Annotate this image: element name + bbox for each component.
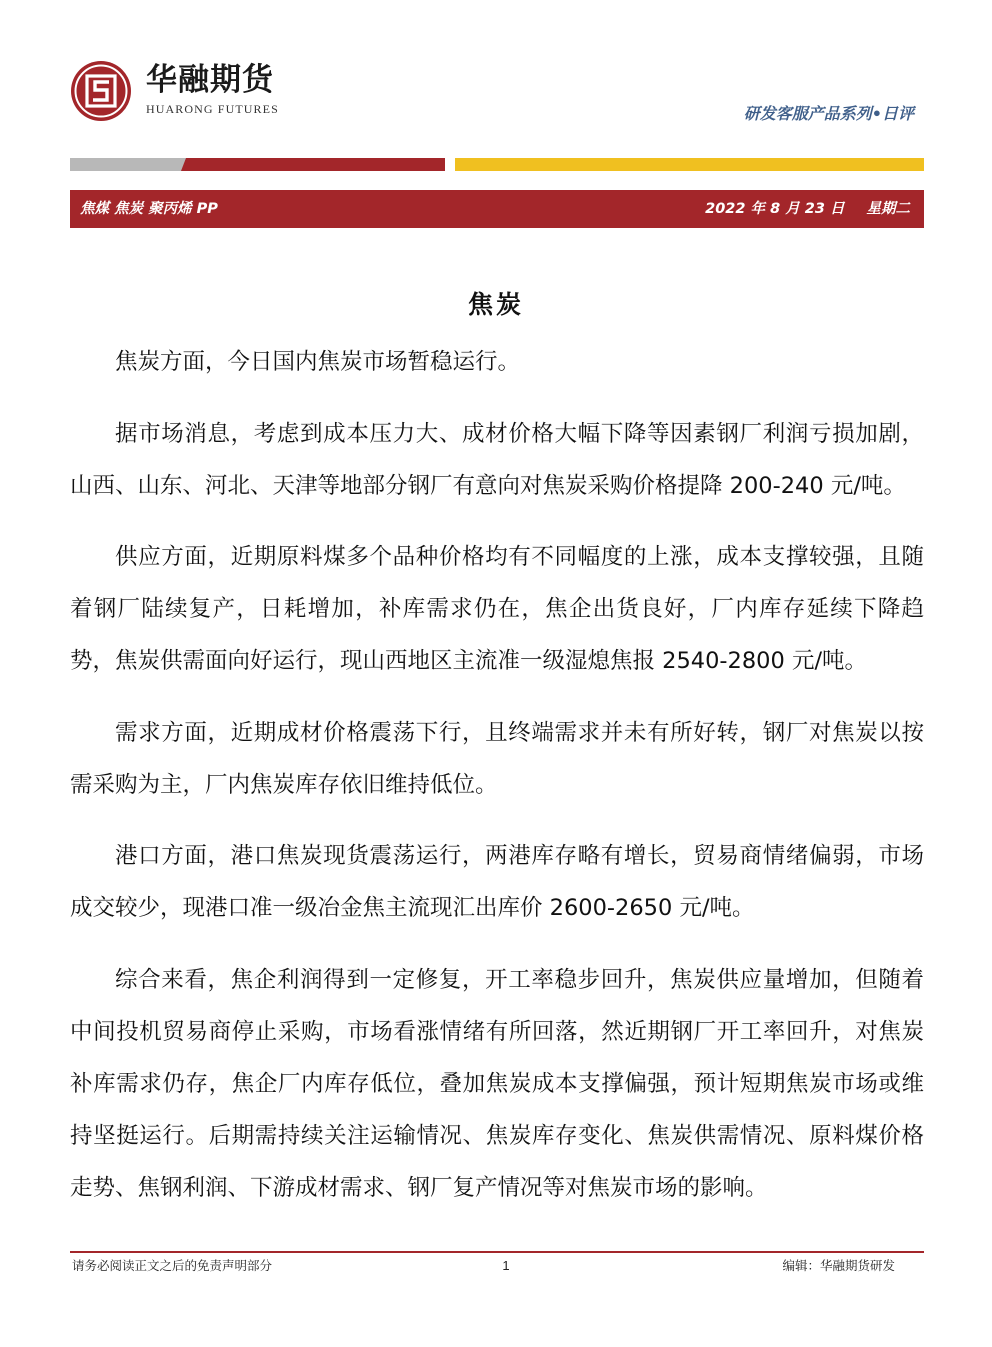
header-strip-gold: [455, 158, 924, 171]
banner-date-block: [705, 199, 910, 219]
footer-divider: [70, 1251, 924, 1253]
footer-editor: 编辑：华融期货研发: [782, 1258, 895, 1273]
series-label: 研发客服产品系列•日评: [743, 104, 914, 123]
page-number: 1: [502, 1258, 510, 1273]
banner-products: 焦煤 焦炭 聚丙烯 PP: [80, 201, 218, 217]
article-paragraph: 供应方面，近期原料煤多个品种价格均有不同幅度的上涨，成本支撑较强，且随着钢厂陆续复产，日耗增加，补库需求仍在，焦企出货良好，厂内库存延续下降趋势，焦炭供需面向好运行，现山西地区主流准一级湿熄焦报 2540-2800 元/吨。: [70, 544, 924, 674]
article-paragraph: 焦炭方面，今日国内焦炭市场暂稳运行。: [115, 349, 521, 375]
brand-name-en: HUARONG FUTURES: [146, 102, 279, 116]
product-banner: [70, 190, 924, 228]
header-strip-red: [181, 158, 445, 171]
brand-name-cn: 华融期货: [146, 62, 274, 98]
banner-date: 2022 年 8 月 23 日: [705, 201, 845, 217]
article-paragraph: 据市场消息，考虑到成本压力大、成材价格大幅下降等因素钢厂利润亏损加剧，山西、山东、河北、天津等地部分钢厂有意向对焦炭采购价格提降 200-240 元/吨。: [70, 420, 924, 499]
article-title: 焦炭: [467, 290, 524, 319]
article-paragraph: 综合来看，焦企利润得到一定修复，开工率稳步回升，焦炭供应量增加，但随着中间投机贸易商停止采购，市场看涨情绪有所回落，然近期钢厂开工率回升，对焦炭补库需求仍存，焦企厂内库存低位，叠加焦炭成本支撑偏强，预计短期焦炭市场或维持坚挺运行。后期需持续关注运输情况、焦炭库存变化、焦炭供需情况、原料煤价格走势、焦钢利润、下游成材需求、钢厂复产情况等对焦炭市场的影响。: [70, 966, 924, 1201]
huarong-logo-icon: [70, 60, 132, 122]
article-paragraph: 需求方面，近期成材价格震荡下行，且终端需求并未有所好转，钢厂对焦炭以按需采购为主，厂内焦炭库存依旧维持低位。: [70, 719, 924, 798]
article-paragraph: 港口方面，港口焦炭现货震荡运行，两港库存略有增长，贸易商情绪偏弱，市场成交较少，现港口准一级冶金焦主流现汇出库价 2600-2650 元/吨。: [70, 843, 924, 921]
footer-disclaimer: 请务必阅读正文之后的免责声明部分: [72, 1258, 273, 1273]
banner-weekday: 星期二: [866, 201, 910, 217]
header-strip-gray: [70, 158, 188, 171]
article-body: [70, 336, 924, 1233]
